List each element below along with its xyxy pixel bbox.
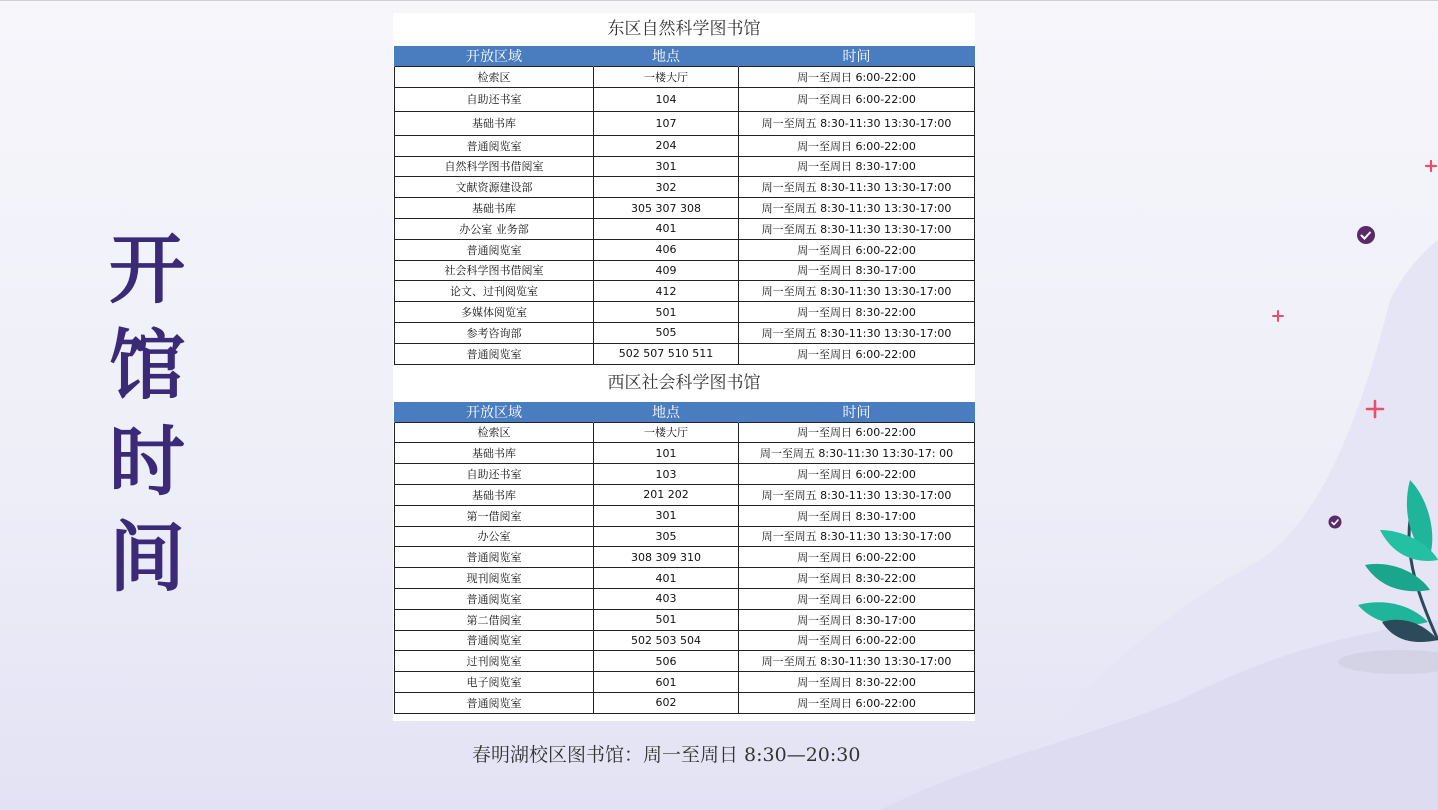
cell-location: 305	[594, 526, 739, 547]
east-library-title: 东区自然科学图书馆	[607, 19, 761, 39]
cell-area: 普通阅览室	[395, 343, 594, 364]
table-row	[395, 484, 975, 505]
cell-area: 基础书库	[395, 111, 594, 135]
table-row	[395, 464, 975, 485]
cell-area: 普通阅览室	[395, 239, 594, 260]
cell-area: 普通阅览室	[395, 630, 594, 651]
header-location: 地点	[594, 46, 739, 67]
table-row	[395, 322, 975, 343]
cell-area: 普通阅览室	[395, 135, 594, 156]
cell-location: 301	[594, 505, 739, 526]
table-row	[395, 422, 975, 443]
header-area: 开放区域	[395, 46, 594, 67]
cell-time: 周一至周五 8:30-11:30 13:30-17:00	[739, 526, 975, 547]
table-row	[395, 343, 975, 364]
cell-area: 文献资源建设部	[395, 177, 594, 198]
cell-area: 自助还书室	[395, 87, 594, 111]
cell-location: 501	[594, 609, 739, 630]
cell-location: 601	[594, 672, 739, 693]
cell-time: 周一至周日 6:00-22:00	[739, 630, 975, 651]
cell-time: 周一至周日 6:00-22:00	[739, 422, 975, 443]
cell-area: 基础书库	[395, 443, 594, 464]
west-library-title: 西区社会科学图书馆	[607, 372, 761, 393]
cell-area: 普通阅览室	[395, 588, 594, 609]
cell-area: 基础书库	[395, 484, 594, 505]
cell-time: 周一至周五 8:30-11:30 13:30-17:00	[739, 177, 975, 198]
cell-time: 周一至周五 8:30-11:30 13:30-17:00	[739, 111, 975, 135]
table-row	[395, 87, 975, 111]
table-row	[395, 281, 975, 302]
cell-time: 周一至周日 8:30-17:00	[739, 156, 975, 177]
table-row	[395, 443, 975, 464]
cell-time: 周一至周五 8:30-11:30 13:30-17:00	[739, 281, 975, 302]
cell-location: 305 307 308	[594, 198, 739, 219]
table-row	[395, 218, 975, 239]
table-row	[395, 692, 975, 713]
check-circle-icon	[1329, 516, 1342, 529]
table-row	[395, 135, 975, 156]
cell-time: 周一至周日 8:30-17:00	[739, 260, 975, 281]
cell-time: 周一至周日 8:30-22:00	[739, 568, 975, 589]
cell-time: 周一至周日 6:00-22:00	[739, 692, 975, 713]
table-header-row	[395, 46, 975, 67]
cell-location: 602	[594, 692, 739, 713]
cell-time: 周一至周日 8:30-17:00	[739, 505, 975, 526]
table-row	[395, 505, 975, 526]
table-row	[395, 547, 975, 568]
cell-area: 多媒体阅览室	[395, 302, 594, 323]
cell-time: 周一至周日 6:00-22:00	[739, 588, 975, 609]
cell-area: 第一借阅室	[395, 505, 594, 526]
cell-time: 周一至周五 8:30-11:30 13:30-17:00	[739, 322, 975, 343]
table-row	[395, 609, 975, 630]
cell-area: 参考咨询部	[395, 322, 594, 343]
cell-area: 自助还书室	[395, 464, 594, 485]
cell-location: 104	[594, 87, 739, 111]
table-row	[395, 67, 975, 88]
cell-location: 302	[594, 177, 739, 198]
east-table-body	[395, 67, 975, 365]
cell-location: 401	[594, 218, 739, 239]
cell-location: 409	[594, 260, 739, 281]
page-title-char: 间	[109, 513, 185, 602]
cell-area: 论文、过刊阅览室	[395, 281, 594, 302]
cell-location: 308 309 310	[594, 547, 739, 568]
cell-area: 办公室	[395, 526, 594, 547]
cell-time: 周一至周日 8:30-22:00	[739, 302, 975, 323]
cell-time: 周一至周日 8:30-22:00	[739, 672, 975, 693]
cell-time: 周一至周日 6:00-22:00	[739, 135, 975, 156]
cell-location: 201 202	[594, 484, 739, 505]
cell-location: 204	[594, 135, 739, 156]
cell-area: 自然科学图书借阅室	[395, 156, 594, 177]
cell-time: 周一至周日 6:00-22:00	[739, 67, 975, 88]
cell-area: 检索区	[395, 422, 594, 443]
cell-location: 506	[594, 651, 739, 672]
table-row	[395, 651, 975, 672]
west-table-body	[395, 422, 975, 713]
cell-area: 办公室 业务部	[395, 218, 594, 239]
table-row	[395, 111, 975, 135]
cell-location: 401	[594, 568, 739, 589]
table-header-row	[395, 402, 975, 423]
cell-time: 周一至周五 8:30-11:30 13:30-17:00	[739, 218, 975, 239]
cell-location: 101	[594, 443, 739, 464]
cell-time: 周一至周五 8:30-11:30 13:30-17:00	[739, 651, 975, 672]
table-row	[395, 198, 975, 219]
cell-area: 普通阅览室	[395, 692, 594, 713]
check-circle-icon	[1357, 226, 1375, 244]
cell-location: 505	[594, 322, 739, 343]
cell-location: 501	[594, 302, 739, 323]
west-schedule-table	[394, 402, 975, 714]
cell-time: 周一至周五 8:30-11:30 13:30-17:00	[739, 484, 975, 505]
cell-location: 406	[594, 239, 739, 260]
cell-area: 现刊阅览室	[395, 568, 594, 589]
cell-time: 周一至周日 8:30-17:00	[739, 609, 975, 630]
cell-time: 周一至周日 6:00-22:00	[739, 343, 975, 364]
cell-location: 412	[594, 281, 739, 302]
footer-note: 春明湖校区图书馆：周一至周日 8:30—20:30	[472, 744, 861, 766]
table-row	[395, 588, 975, 609]
table-row	[395, 156, 975, 177]
table-row	[395, 302, 975, 323]
cell-area: 社会科学图书借阅室	[395, 260, 594, 281]
plus-icon	[1273, 311, 1283, 321]
cell-area: 检索区	[395, 67, 594, 88]
header-time: 时间	[739, 402, 975, 423]
table-row	[395, 260, 975, 281]
cell-location: 103	[594, 464, 739, 485]
cell-time: 周一至周日 6:00-22:00	[739, 87, 975, 111]
table-row	[395, 526, 975, 547]
cell-time: 周一至周日 6:00-22:00	[739, 239, 975, 260]
cell-location: 一楼大厅	[594, 422, 739, 443]
cell-time: 周一至周日 6:00-22:00	[739, 547, 975, 568]
page-title	[104, 222, 190, 606]
page-title-char: 开	[109, 225, 185, 314]
table-row	[395, 177, 975, 198]
cell-area: 第二借阅室	[395, 609, 594, 630]
cell-location: 107	[594, 111, 739, 135]
header-time: 时间	[739, 46, 975, 67]
schedule-panel	[393, 13, 975, 721]
plus-icon	[1426, 161, 1436, 171]
page-title-char: 馆	[109, 321, 185, 410]
cell-area: 基础书库	[395, 198, 594, 219]
cell-location: 一楼大厅	[594, 67, 739, 88]
cell-area: 普通阅览室	[395, 547, 594, 568]
cell-area: 过刊阅览室	[395, 651, 594, 672]
cell-location: 403	[594, 588, 739, 609]
table-row	[395, 672, 975, 693]
cell-time: 周一至周日 6:00-22:00	[739, 464, 975, 485]
table-row	[395, 568, 975, 589]
cell-time: 周一至周五 8:30-11:30 13:30-17: 00	[739, 443, 975, 464]
page-title-char: 时	[109, 417, 185, 506]
table-row	[395, 630, 975, 651]
east-schedule-table	[394, 46, 975, 365]
cell-area: 电子阅览室	[395, 672, 594, 693]
header-area: 开放区域	[395, 402, 594, 423]
cell-location: 502 503 504	[594, 630, 739, 651]
cell-time: 周一至周五 8:30-11:30 13:30-17:00	[739, 198, 975, 219]
table-row	[395, 239, 975, 260]
cell-location: 502 507 510 511	[594, 343, 739, 364]
header-location: 地点	[594, 402, 739, 423]
cell-location: 301	[594, 156, 739, 177]
